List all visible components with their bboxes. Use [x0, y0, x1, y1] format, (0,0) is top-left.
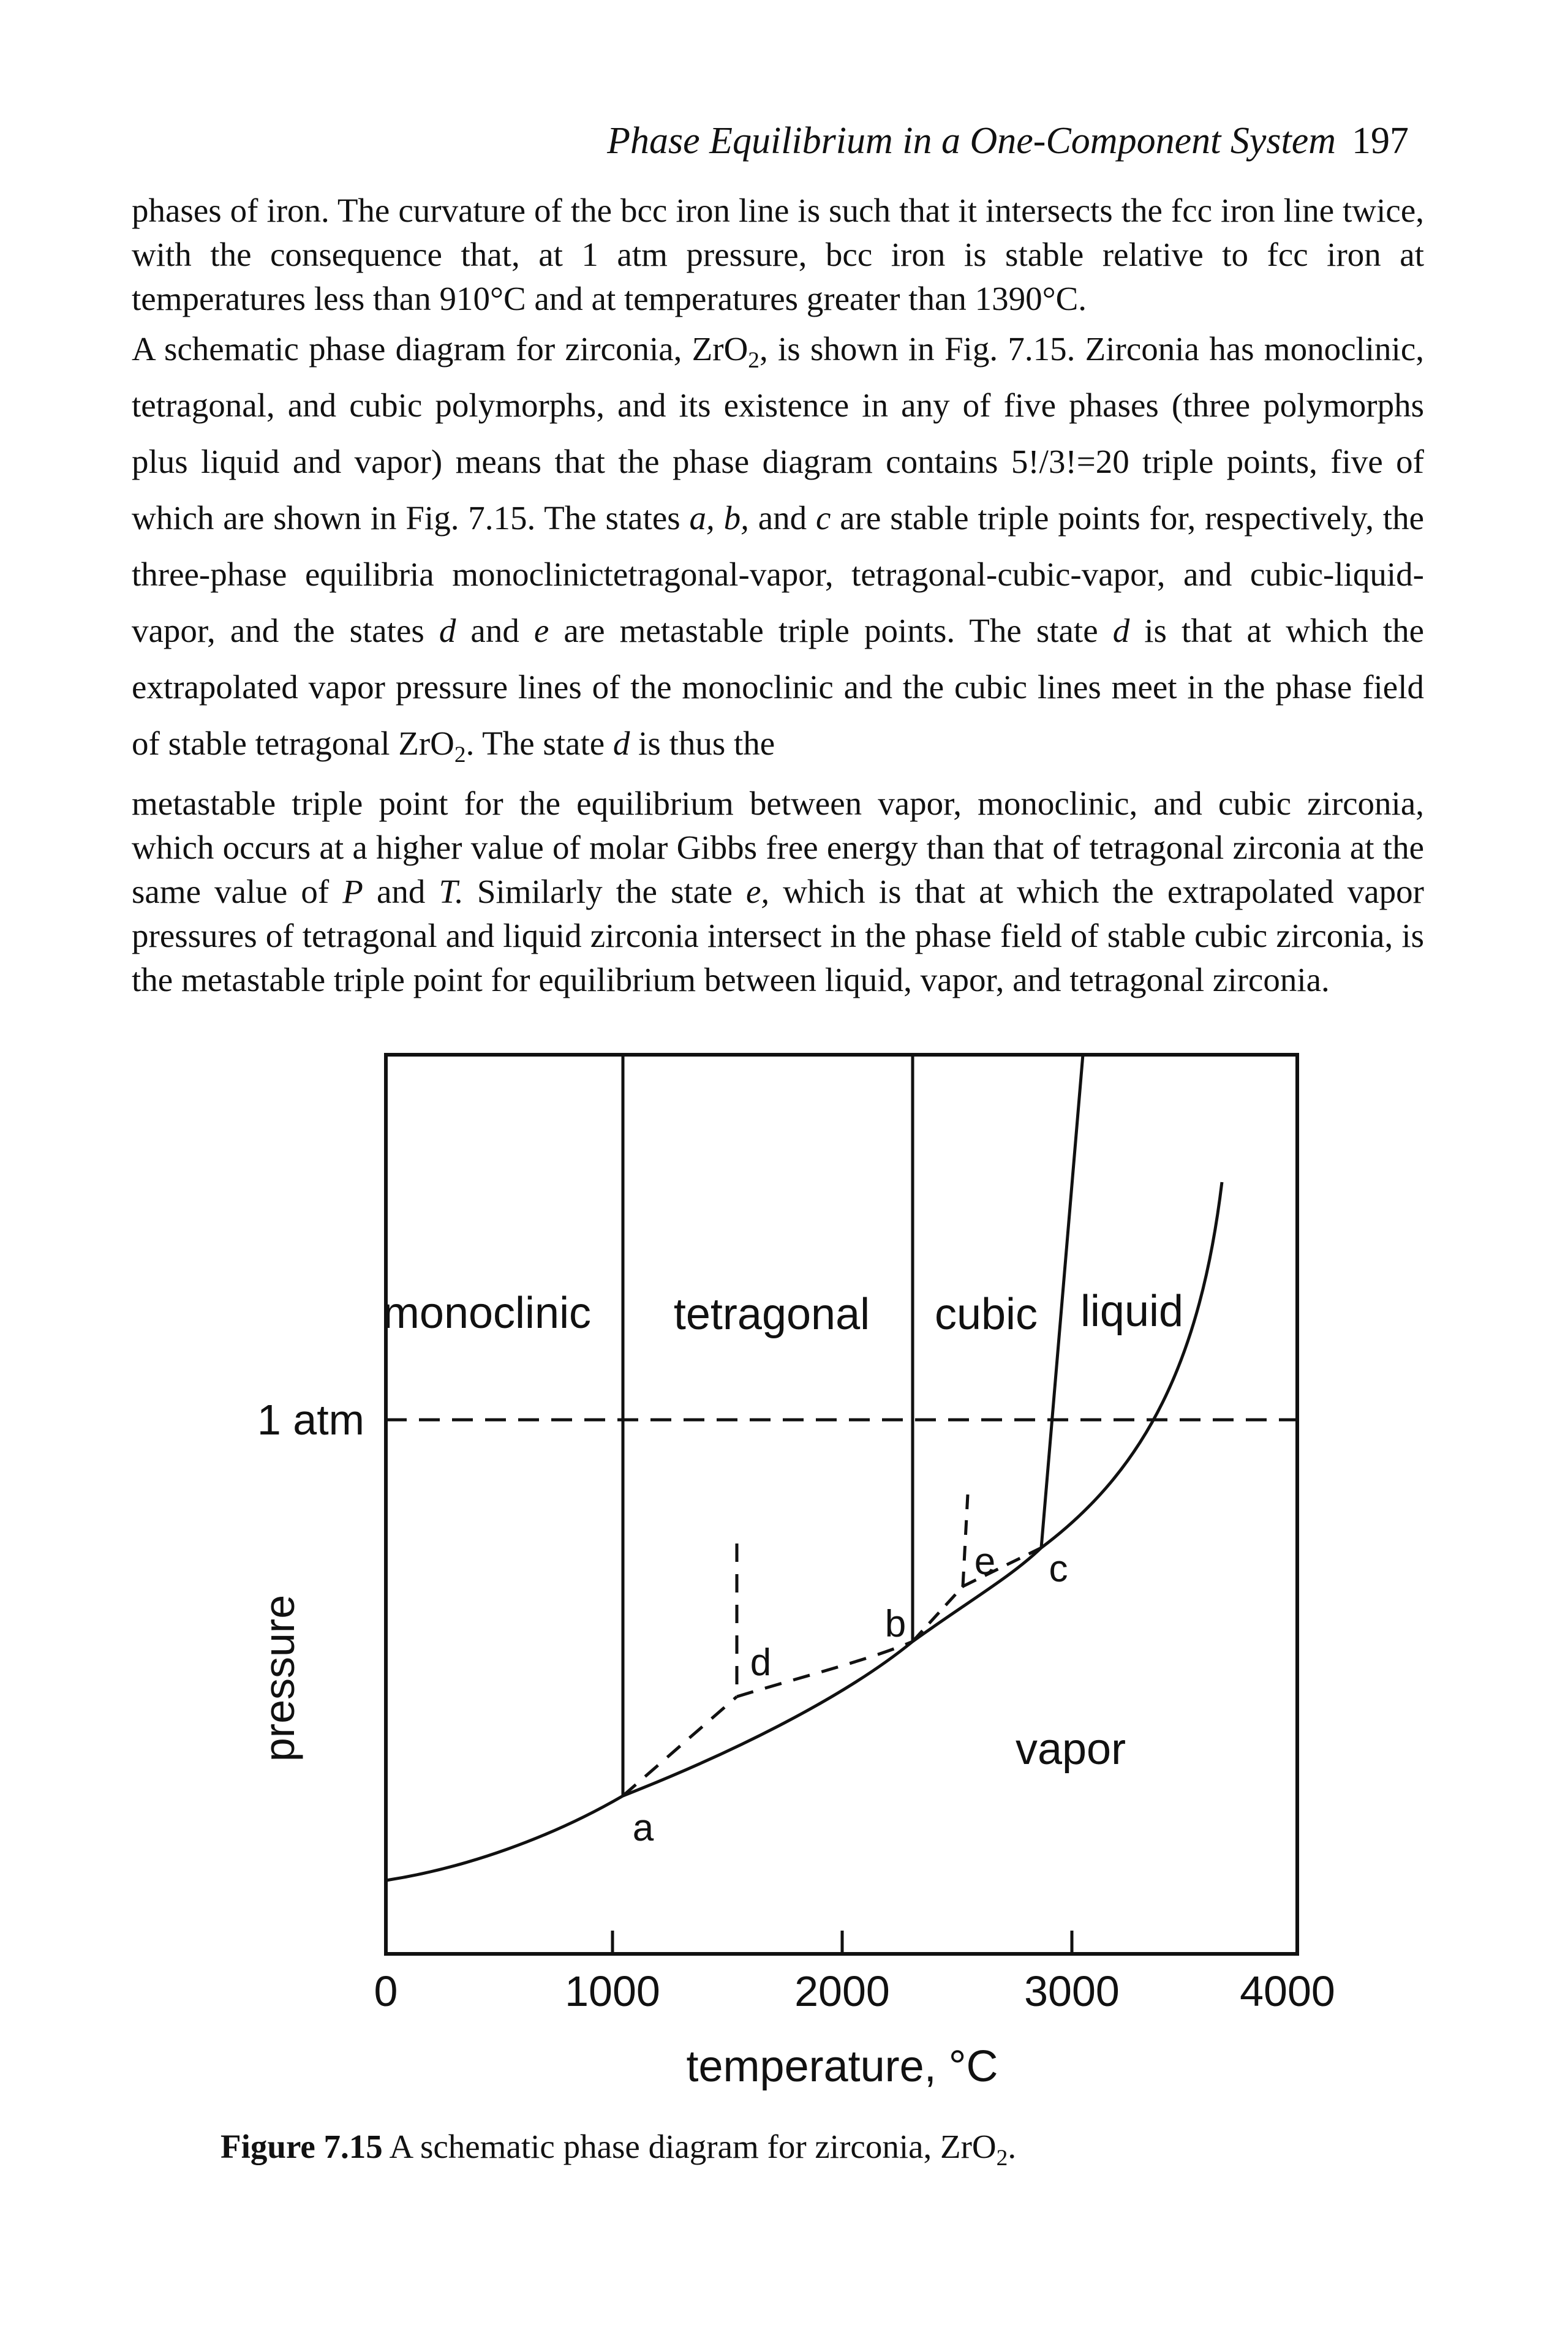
caption-label: Figure 7.15 — [221, 2128, 383, 2165]
x-axis-label: temperature, °C — [686, 2042, 998, 2091]
label-liquid: liquid — [1080, 1287, 1184, 1336]
monoclinic-extrapolation — [623, 1697, 737, 1796]
x-tick-label-2000: 2000 — [794, 1967, 890, 2015]
caption-subscript: 2 — [996, 2145, 1008, 2171]
point-label-d: d — [750, 1642, 772, 1684]
metastable-boundary-e — [963, 1494, 968, 1586]
point-label-b: b — [884, 1603, 907, 1645]
label-vapor: vapor — [1015, 1725, 1126, 1774]
paragraph-2: A schematic phase diagram for zirconia, ZrO$_2$, is shown in Fig. 7.15. Zirconia has monoclinic, tetragonal, and cubic polymorphs, and its existence in any of five phases (three polymorphs plus liquid and vapor) means that the phase diagram contains 5!/3!=20 triple points, five of which are shown in Fig. 7.15. The states a, b, and c are stable triple points for, respectively, the three-phase equilibria monoclinictetragonal-vapor, tetragonal-cubic-vapor, and cubic-liquid-vapor, and the states d and e are metastable triple points. The state d is that at which the extrapolated vapor pressure lines of the monoclinic and the cubic lines meet in the phase field of stable tetragonal ZrO$_2$. The state d is thus the — [132, 330, 1424, 767]
point-label-c: c — [1049, 1548, 1068, 1590]
cubic-liquid-boundary — [1041, 1055, 1083, 1548]
phase-diagram-figure — [208, 1041, 1384, 2091]
body-text — [132, 189, 1424, 1002]
plot-frame — [386, 1055, 1297, 1954]
tetragonal-extrapolation — [913, 1586, 963, 1642]
one-atm-label: 1 atm — [257, 1396, 364, 1444]
paragraph-1: phases of iron. The curvature of the bcc iron line is such that it intersects the fcc iron line twice, with the consequence that, at 1 atm pressure, bcc iron is stable relative to fcc iron at temperatures less than 910°C and at temperatures greater than 1390°C. — [132, 192, 1424, 317]
label-tetragonal: tetragonal — [673, 1290, 870, 1339]
page-number: 197 — [1352, 120, 1409, 162]
x-tick-label-4000: 4000 — [1240, 1967, 1335, 2015]
paragraph-3: metastable triple point for the equilibrium between vapor, monoclinic, and cubic zirconia, which occurs at a higher value of molar Gibbs free energy than that of tetragonal zirconia at the same value of P and T. Similarly the state e, which is that at which the extrapolated vapor pressures of tetragonal and liquid zirconia intersect in the phase field of stable cubic zirconia, is the metastable triple point for equilibrium between liquid, vapor, and tetragonal zirconia. — [132, 785, 1424, 998]
x-tick-label-3000: 3000 — [1024, 1967, 1120, 2015]
figure-caption: Figure 7.15 A schematic phase diagram for zirconia, ZrO$_2$. — [221, 2128, 1017, 2171]
label-cubic: cubic — [934, 1290, 1038, 1339]
caption-text: A schematic phase diagram for zirconia, ZrO — [382, 2128, 997, 2165]
phase-diagram — [208, 1041, 1384, 2091]
y-axis-label: pressure — [255, 1594, 303, 1762]
x-tick-label-0: 0 — [374, 1967, 398, 2015]
point-label-e: e — [974, 1540, 996, 1583]
point-label-a: a — [632, 1807, 654, 1849]
x-tick-label-1000: 1000 — [565, 1967, 660, 2015]
label-monoclinic: monoclinic — [382, 1289, 592, 1338]
running-title: Phase Equilibrium in a One-Component System — [607, 120, 1336, 162]
running-head — [551, 116, 1409, 165]
